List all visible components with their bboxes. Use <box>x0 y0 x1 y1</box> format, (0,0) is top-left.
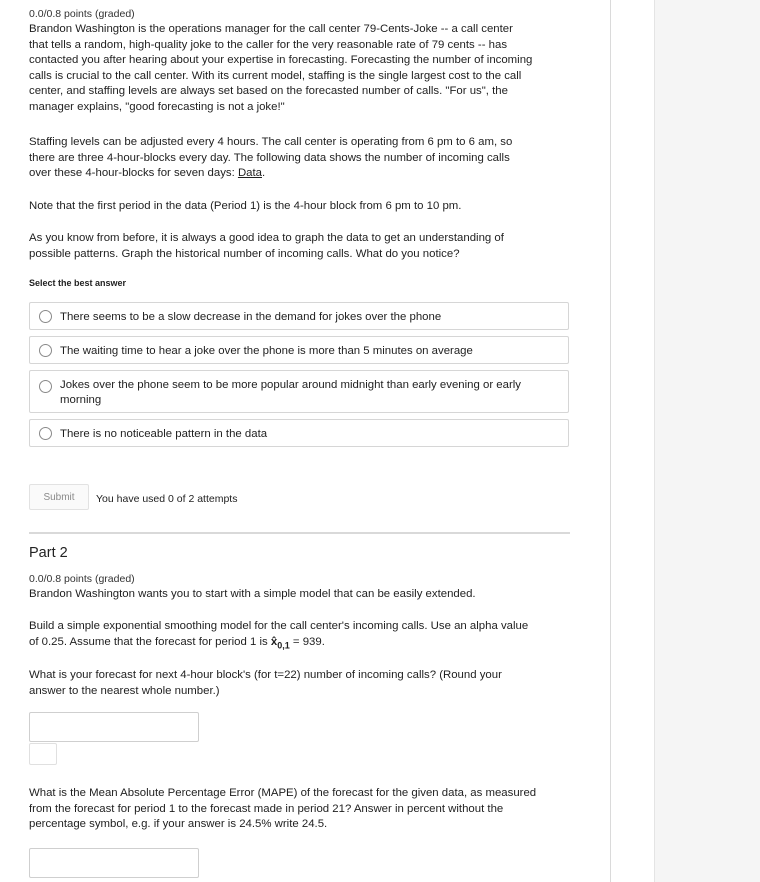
option-label: The waiting time to hear a joke over the phone is more than 5 minutes on average <box>60 345 473 357</box>
staff-line: there are three 4-hour-blocks every day. The following data shows the number of incoming calls <box>29 151 510 164</box>
right-sidebar <box>654 0 760 882</box>
answer-option-2[interactable] <box>29 336 569 364</box>
radio-button[interactable] <box>39 427 52 440</box>
staff-line: Staffing levels can be adjusted every 4 hours. The call center is operating from 6 pm to 6 am, so <box>29 136 513 148</box>
build-line: of 0.25. Assume that the forecast for period 1 is <box>29 635 271 648</box>
period-note: Note that the first period in the data (Period 1) is the 4-hour block from 6 pm to 10 pm. <box>29 200 462 212</box>
part1-intro <box>29 22 574 115</box>
intro-line: manager explains, "good forecasting is not a joke!" <box>29 100 285 113</box>
smoothing-instructions <box>29 619 574 653</box>
answer-option-3[interactable] <box>29 370 569 413</box>
forecast-answer-input[interactable] <box>29 712 199 742</box>
forecast-question <box>29 668 574 699</box>
radio-button[interactable] <box>39 380 52 393</box>
option-label: There is no noticeable pattern in the data <box>60 428 268 440</box>
mape-answer-input[interactable] <box>29 848 199 878</box>
attempts-text: You have used 0 of 2 attempts <box>96 493 238 505</box>
scroll-gutter <box>610 0 655 882</box>
build-line: Build a simple exponential smoothing model for the call center's incoming calls. Use an alpha value <box>29 620 529 632</box>
question-line: What is the Mean Absolute Percentage Error (MAPE) of the forecast for the given data, as measured <box>29 787 537 799</box>
radio-button[interactable] <box>39 344 52 357</box>
option-label: There seems to be a slow decrease in the demand for jokes over the phone <box>60 311 442 323</box>
intro-line: calls is crucial to the call center. With its current model, staffing is the single largest cost to the call <box>29 69 522 82</box>
forecast-subscript: 0,1 <box>277 639 290 650</box>
submit-button[interactable]: Submit <box>29 484 89 510</box>
staffing-paragraph <box>29 135 574 182</box>
question-line: What is your forecast for next 4-hour block's (for t=22) number of incoming calls? (Round your <box>29 669 502 681</box>
answer-option-1[interactable] <box>29 302 569 330</box>
section-divider <box>29 532 570 534</box>
answer-option-4[interactable] <box>29 419 569 447</box>
data-link[interactable]: Data <box>237 167 262 179</box>
option-label: Jokes over the phone seem to be more popular around midnight than early evening or early morning <box>60 379 521 406</box>
graph-line: possible patterns. Graph the historical number of incoming calls. What do you notice? <box>29 247 460 260</box>
mape-question <box>29 786 574 833</box>
build-line: = 939. <box>289 635 325 648</box>
graph-question <box>29 231 574 262</box>
intro-line: center, and staffing levels are always set based on the forecasted number of calls. "For us", the <box>29 85 508 97</box>
part1-points: 0.0/0.8 points (graded) <box>29 8 135 20</box>
intro-line: contacted you after hearing about your expertise in forecasting. Forecasting the number of incoming <box>29 54 533 66</box>
select-best-answer-label: Select the best answer <box>29 278 127 288</box>
question-line: percentage symbol, e.g. if your answer is 24.5% write 24.5. <box>29 818 328 830</box>
staff-line: over these 4-hour-blocks for seven days: <box>29 167 238 179</box>
radio-button[interactable] <box>39 310 52 323</box>
intro-line: Brandon Washington is the operations manager for the call center 79-Cents-Joke -- a call center <box>29 23 513 35</box>
part2-title: Part 2 <box>29 545 68 561</box>
part2-intro: Brandon Washington wants you to start with a simple model that can be easily extended. <box>29 588 476 600</box>
intro-line: that tells a random, high-quality joke to the caller for the very reasonable rate of 79 cents -- has <box>29 38 508 51</box>
part2-points: 0.0/0.8 points (graded) <box>29 573 135 585</box>
link-suffix: . <box>262 167 266 179</box>
forecast-status-box <box>29 743 57 765</box>
question-line: answer to the nearest whole number.) <box>29 684 220 697</box>
graph-line: As you know from before, it is always a good idea to graph the data to get an understanding of <box>29 232 504 244</box>
question-line: from the forecast for period 1 to the forecast made in period 21? Answer in percent without the <box>29 802 504 815</box>
forecast-symbol: x̂ <box>270 635 278 648</box>
